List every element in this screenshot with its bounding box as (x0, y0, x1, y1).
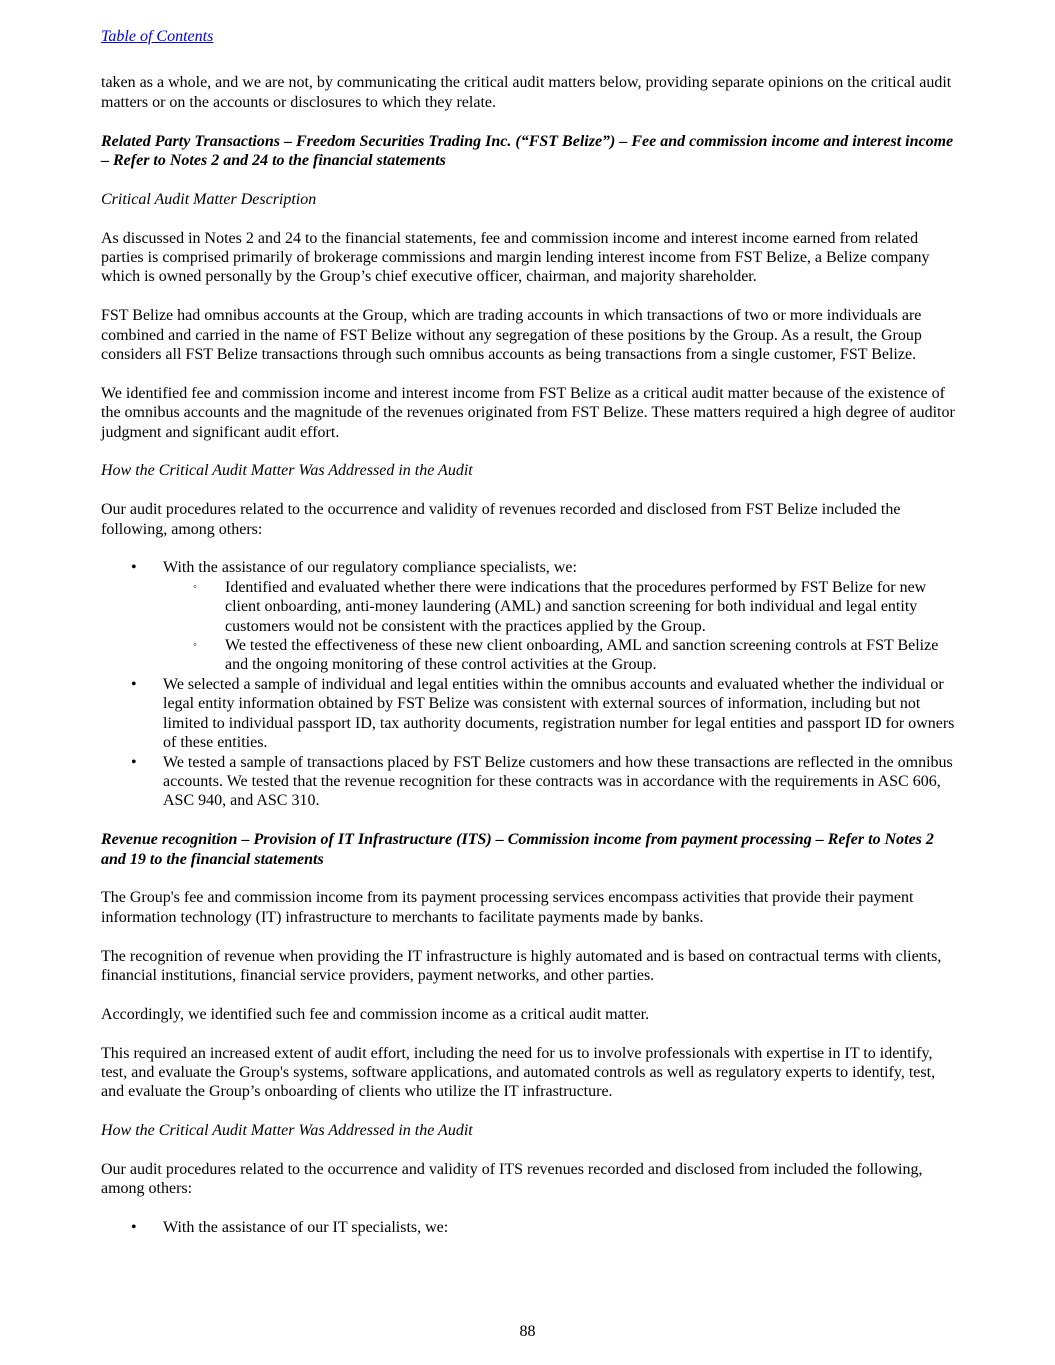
bullet-icon: • (131, 675, 137, 693)
description-paragraph: We identified fee and commission income and interest income from FST Belize as a critical audit matter because of the existence of the omnibus accounts and the magnitude of the revenues originated from FST Belize. These matters required a high degree of auditor judgment and significant audit effort. (101, 384, 955, 441)
description-paragraph: Accordingly, we identified such fee and commission income as a critical audit matter. (101, 1005, 650, 1023)
list-item (101, 753, 957, 811)
bullet-icon: • (131, 559, 137, 577)
description-heading: Critical Audit Matter Description (101, 190, 317, 208)
sub-list (163, 578, 957, 675)
description-paragraph: FST Belize had omnibus accounts at the Group, which are trading accounts in which transactions of two or more individuals are combined and carried in the name of FST Belize without any segregation of these positions by the Group. As a result, the Group considers all FST Belize transactions through such omnibus accounts as being transactions from a single customer, FST Belize. (101, 307, 922, 364)
intro-paragraph: taken as a whole, and we are not, by communicating the critical audit matters below, providing separate opinions on the critical audit matters or on the accounts or disclosures to which they relate. (101, 74, 952, 111)
description-paragraph: The recognition of revenue when providing the IT infrastructure is highly automated and is based on contractual terms with clients, financial institutions, financial service providers, payment networks, and other parties. (101, 947, 942, 984)
hollow-bullet-icon: ◦ (193, 580, 197, 593)
list-item-text: We selected a sample of individual and legal entities within the omnibus accounts and evaluated whether the individual or legal entity information obtained by FST Belize was consistent with external sources of information, including but not limited to individual passport ID, tax authority documents, registration number for legal entities and passport ID for owners of these entities. (163, 675, 955, 752)
list-item-text: We tested a sample of transactions placed by FST Belize customers and how these transactions are reflected in the omnibus accounts. We tested that the revenue recognition for these contracts was in accordance with the requirements in ASC 606, ASC 940, and ASC 310. (163, 753, 953, 810)
list-item-text: With the assistance of our IT specialists, we: (163, 1219, 449, 1237)
sub-list-item (163, 636, 957, 675)
bullet-icon: • (131, 753, 137, 771)
procedures-intro: Our audit procedures related to the occurrence and validity of ITS revenues recorded and disclosed from included the following, among others: (101, 1160, 923, 1198)
sub-list-item-text: We tested the effectiveness of these new client onboarding, AML and sanction screening controls at FST Belize and the ongoing monitoring of these control activities at the Group. (225, 637, 939, 674)
sub-list-item-text: Identified and evaluated whether there were indications that the procedures performed by FST Belize for new client onboarding, anti-money laundering (AML) and sanction screening for both individual and legal entity customers would not be consistent with the practices applied by the Group. (225, 578, 927, 635)
procedures-list (101, 558, 957, 810)
procedures-list (101, 1218, 957, 1237)
sub-list-item (163, 578, 957, 636)
critical-audit-matter-related-party (101, 132, 957, 811)
bullet-icon: • (131, 1219, 137, 1237)
addressed-heading: How the Critical Audit Matter Was Addressed in the Audit (101, 462, 473, 480)
list-item-text: With the assistance of our regulatory compliance specialists, we: (163, 559, 577, 577)
matter-title: Related Party Transactions – Freedom Securities Trading Inc. (“FST Belize”) – Fee and commission income and interest income – Refer to Notes 2 and 24 to the financial statements (101, 132, 954, 170)
description-paragraph: This required an increased extent of audit effort, including the need for us to involve professionals with expertise in IT to identify, test, and evaluate the Group's systems, software applications, and automated controls as well as regulatory experts to identify, test, and evaluate the Group’s onboarding of clients who utilize the IT infrastructure. (101, 1044, 936, 1101)
list-item (101, 558, 957, 674)
matter-title: Revenue recognition – Provision of IT Infrastructure (ITS) – Commission income from payment processing – Refer to Notes 2 and 19 to the financial statements (101, 831, 934, 868)
description-paragraph: The Group's fee and commission income from its payment processing services encompass activities that provide their payment information technology (IT) infrastructure to merchants to facilitate payments made by banks. (101, 889, 914, 926)
spacer (101, 46, 957, 73)
addressed-heading: How the Critical Audit Matter Was Addressed in the Audit (101, 1122, 473, 1140)
list-item (101, 1218, 957, 1237)
description-paragraph: As discussed in Notes 2 and 24 to the financial statements, fee and commission income and interest income earned from related parties is comprised primarily of brokerage commissions and margin lending interest income from FST Belize, a Belize company which is owned personally by the Group’s chief executive officer, chairman, and majority shareholder. (101, 229, 930, 286)
page-number: 88 (519, 1323, 536, 1340)
hollow-bullet-icon: ◦ (193, 639, 197, 652)
list-item (101, 675, 957, 753)
procedures-intro: Our audit procedures related to the occurrence and validity of revenues recorded and disclosed from FST Belize included the following, among others: (101, 501, 901, 538)
table-of-contents-link[interactable]: Table of Contents (101, 28, 214, 45)
document-page (101, 27, 957, 1238)
critical-audit-matter-revenue-recognition (101, 830, 957, 1237)
